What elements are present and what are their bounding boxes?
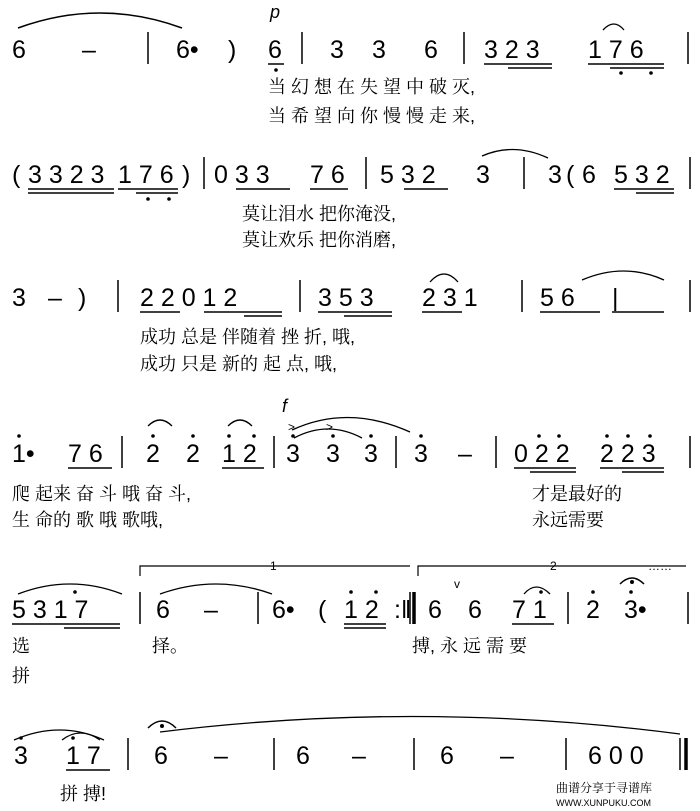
note: 3 [548,161,562,189]
note: 3 [14,742,28,770]
lyric-verse-2: 生 命的 歌 哦 歌哦, [12,510,164,530]
score-row-5 [12,559,688,686]
breath-mark: v [454,577,460,591]
note: 2 [146,440,160,468]
watermark-url: WWW.XUNPUKU.COM [556,798,651,808]
volta-2-label: 2 [550,559,557,573]
note: 3 [326,440,340,468]
note-group: 1 7 6 [118,161,174,189]
note-group: 7 6 [68,440,103,468]
note-group: 5 3 2 [380,161,436,189]
dash: – [458,440,472,468]
note: 2 [586,596,600,624]
note: 6 [582,161,596,189]
note: 6 [296,742,310,770]
lyric-verse-2-end: 永远需要 [532,510,604,530]
svg-text:……: …… [648,559,672,573]
lyric-verse-2: 莫让欢乐 把你消磨, [242,230,397,250]
repeat-end-sign: :‖ [394,596,412,624]
note-group: 2 2 0 1 2 [140,284,238,312]
lyric-verse-1: 莫让泪水 把你淹没, [242,204,397,224]
lyric-verse-1: 成功 总是 伴随着 挫 折, 哦, [140,327,356,347]
note-group: 3 2 3 [484,36,540,64]
note-group: 1 2 [344,596,379,624]
note-group: 2 3 1 [422,284,478,312]
note-group: 0 2 2 [514,440,570,468]
note: 3• [624,596,647,624]
paren: ) [228,36,237,64]
note-group: | [612,284,619,312]
paren: ( [318,596,327,624]
score-row-3 [12,271,690,374]
lyric-verse-1-end: 才是最好的 [532,484,622,504]
dash: – [214,742,228,770]
note-group: 7 1 [512,596,547,624]
note: 6 [428,596,442,624]
note-group: 1 7 [66,742,101,770]
dash: – [204,596,218,624]
note: 3 [414,440,428,468]
note: 2 [186,440,200,468]
dynamic-mark: f [282,396,288,416]
dash: – [82,36,96,64]
note-group: 6 0 0 [588,742,644,770]
note-group: 7 6 [310,161,345,189]
score-row-2 [12,149,690,250]
dynamic-mark: p [270,2,281,22]
paren: ) [78,284,87,312]
lyric-verse-2: 拼 [12,666,30,686]
dash: – [352,742,366,770]
accent-mark: > [288,420,296,434]
lyric-verse-1-end: 搏, 永 远 需 要 [412,636,528,656]
lyric-verse-1: 爬 起来 奋 斗 哦 奋 斗, [12,484,192,504]
note: 3 [330,36,344,64]
dash: – [500,742,514,770]
note-group: 5 3 2 [614,161,670,189]
note: 3 [476,161,490,189]
note: 6 [468,596,482,624]
lyric-verse-2: 当 希 望 向 你 慢 慢 走 来, [268,106,476,126]
note: 6 [154,742,168,770]
note-group: 1 7 6 [588,36,644,64]
note-group: 5 3 1 7 [12,596,89,624]
paren: ) [182,161,191,189]
note: 3 [372,36,386,64]
note-group: 0 3 3 [214,161,270,189]
note: 3 [286,440,300,468]
note: 6 [268,36,282,64]
note: 1• [12,440,35,468]
watermark-text: 曲谱分享于寻谱库 [556,781,653,795]
note: 6 [12,36,26,64]
note-group: 1 2 [222,440,257,468]
paren: ( [12,161,21,189]
note-group: 3 3 2 3 [28,161,105,189]
dash: – [48,284,62,312]
lyric-verse-2: 成功 只是 新的 起 点, 哦, [140,354,338,374]
score-row-4 [12,396,690,530]
note-group: 3 5 3 [318,284,374,312]
note: 6 [424,36,438,64]
note-group: 5 6 [540,284,575,312]
volta-1-label: 1 [270,559,277,573]
watermark [556,780,652,808]
accent-mark: > [326,420,334,434]
note: 6• [176,36,199,64]
note: 6 [156,596,170,624]
lyric-verse-1-mid: 择。 [152,636,188,656]
paren: ( [566,161,575,189]
lyric-verse-1: 当 幻 想 在 失 望 中 破 灭, [268,77,476,97]
note: 6 [440,742,454,770]
lyric-verse-1: 拼 搏! [60,784,107,804]
lyric-verse-1: 选 [12,636,30,656]
note-group: 2 2 3 [600,440,656,468]
note: 3 [12,284,26,312]
note: 6• [272,596,295,624]
score-row-1 [12,2,688,126]
note: 3 [364,440,378,468]
